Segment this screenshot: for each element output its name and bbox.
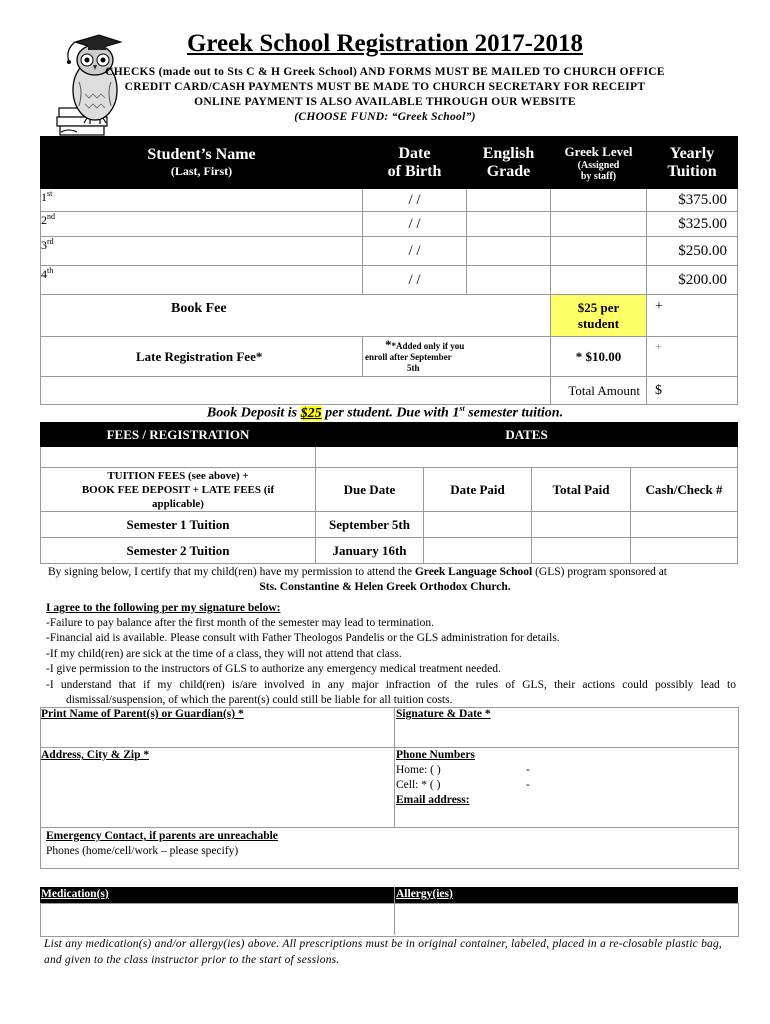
semester-2-total-paid[interactable]	[532, 538, 631, 564]
semester-1-due-date: September 5th	[316, 512, 424, 538]
fees-desc-2: BOOK FEE DEPOSIT + LATE FEES (if	[81, 483, 275, 496]
email-field[interactable]: Email address:	[396, 794, 470, 806]
header-line-2: CREDIT CARD/CASH PAYMENTS MUST BE MADE TO CHURCH SECRETARY FOR RECEIPT	[124, 81, 646, 93]
semester-1-check[interactable]	[631, 512, 738, 538]
agree-heading: I agree to the following per my signature below:	[46, 602, 281, 614]
semester-1-total-paid[interactable]	[532, 512, 631, 538]
semester-2-label: Semester 2 Tuition	[41, 538, 316, 564]
late-fee-label: Late Registration Fee*	[41, 337, 363, 377]
student-table	[40, 136, 738, 405]
student-name-cell[interactable]: 2nd	[41, 212, 363, 237]
col-date-paid: Date Paid	[424, 468, 532, 512]
col-total-paid: Total Paid	[532, 468, 631, 512]
total-row	[41, 377, 738, 405]
dob-cell[interactable]: / /	[363, 212, 467, 237]
church-name: Sts. Constantine & Helen Greek Orthodox Church.	[259, 581, 511, 593]
semester-1-date-paid[interactable]	[424, 512, 532, 538]
level-cell	[551, 212, 647, 237]
col-cash-check: Cash/Check #	[631, 468, 738, 512]
student-name-cell[interactable]: 3rd	[41, 237, 363, 266]
page-title: Greek School Registration 2017-2018	[186, 30, 584, 57]
tuition-cell: $200.00	[647, 266, 738, 295]
semester-2-date-paid[interactable]	[424, 538, 532, 564]
fees-desc-1: TUITION FEES (see above) +	[107, 469, 249, 482]
col-due-date: Due Date	[316, 468, 424, 512]
col-level-sub-1: (Assigned	[577, 159, 620, 171]
cell-phone-field[interactable]: Cell: * ( )	[396, 779, 441, 791]
level-cell	[551, 266, 647, 295]
late-fee-note-2: enroll after September	[365, 352, 452, 362]
dob-cell[interactable]: / /	[363, 189, 467, 212]
allergy-label: Allergy(ies)	[396, 888, 453, 900]
medication-field[interactable]	[41, 904, 394, 935]
semester-2-due-date: January 16th	[316, 538, 424, 564]
agree-item: -Financial aid is available. Please consult with Father Theologos Pandelis or the GLS administration for details.	[46, 632, 560, 644]
signature-field[interactable]: Signature & Date *	[396, 708, 491, 720]
level-cell	[551, 237, 647, 266]
footer-note: List any medication(s) and/or allergy(ies) above. All prescriptions must be in original container, labeled, placed in a re-closable plastic bag, and given to the class instructor prior to the start of sessions.	[44, 938, 722, 966]
dates-header: DATES	[316, 423, 738, 447]
student-row-3	[41, 237, 738, 266]
col-name-header: Student’s Name	[147, 146, 256, 163]
book-fee-row	[41, 295, 738, 337]
col-dob-header: Date	[398, 144, 431, 162]
agree-item: -Failure to pay balance after the first month of the semester may lead to termination.	[46, 617, 434, 629]
col-name-sub: (Last, First)	[170, 164, 233, 178]
agree-item: -I give permission to the instructors of GLS to authorize any emergency medical treatment needed.	[46, 663, 501, 675]
book-deposit-note: Book Deposit is $25 per student. Due with 1st semester tuition.	[206, 404, 564, 421]
total-amount-field[interactable]: $	[647, 377, 738, 405]
student-row-2	[41, 212, 738, 237]
emergency-contact-label: Emergency Contact, if parents are unreachable	[46, 830, 278, 842]
fees-table	[40, 422, 738, 564]
semester-1-label: Semester 1 Tuition	[41, 512, 316, 538]
late-fee-note-3: 5th	[407, 363, 420, 373]
col-tuition-header-2: Tuition	[667, 162, 717, 180]
tuition-cell: $325.00	[647, 212, 738, 237]
fees-header: FEES / REGISTRATION	[41, 423, 316, 447]
semester-2-row	[41, 538, 738, 564]
book-fee-value-2: student	[577, 315, 620, 331]
level-cell	[551, 189, 647, 212]
parent-name-field[interactable]: Print Name of Parent(s) or Guardian(s) *	[41, 708, 244, 720]
student-name-cell[interactable]: 4th	[41, 266, 363, 295]
cell-phone-dash: -	[526, 779, 530, 791]
col-grade-header-2: Grade	[486, 162, 531, 180]
student-row-4	[41, 266, 738, 295]
fees-desc-3: applicable)	[152, 497, 204, 510]
book-fee-label: Book Fee	[41, 295, 551, 337]
late-fee-note-1: *Added only if you	[391, 341, 465, 351]
total-label: Total Amount	[551, 377, 647, 405]
address-field[interactable]: Address, City & Zip *	[41, 749, 150, 761]
dob-cell[interactable]: / /	[363, 237, 467, 266]
header-line-4: (CHOOSE FUND: “Greek School”)	[294, 111, 476, 123]
dob-cell[interactable]: / /	[363, 266, 467, 295]
grade-cell[interactable]	[467, 189, 551, 212]
col-level-header: Greek Level	[564, 143, 633, 159]
header-line-1: CHECKS (made out to Sts C & H Greek School) AND FORMS MUST BE MAILED TO CHURCH OFFICE	[105, 66, 665, 78]
col-tuition-header: Yearly	[669, 144, 715, 162]
late-fee-value: * $10.00	[551, 337, 647, 377]
allergy-field[interactable]	[395, 904, 737, 935]
emergency-phones-field[interactable]: Phones (home/cell/work – please specify)	[46, 845, 239, 857]
plus-sign-2: +	[647, 337, 738, 377]
semester-2-check[interactable]	[631, 538, 738, 564]
header-line-3: ONLINE PAYMENT IS ALSO AVAILABLE THROUGH OUR WEBSITE	[194, 96, 576, 108]
tuition-cell: $250.00	[647, 237, 738, 266]
col-grade-header: English	[482, 144, 535, 162]
plus-sign: +	[647, 295, 738, 337]
grade-cell[interactable]	[467, 212, 551, 237]
home-phone-field[interactable]: Home: ( )	[396, 764, 441, 776]
student-row-1	[41, 189, 738, 212]
tuition-cell: $375.00	[647, 189, 738, 212]
book-fee-value: $25 per	[577, 299, 620, 315]
medication-label: Medication(s)	[41, 888, 109, 900]
phone-numbers-label: Phone Numbers	[396, 749, 475, 761]
agree-item-continued: dismissal/suspension, of which the parent(s) could still be liable for all tuition costs.	[66, 694, 453, 706]
certify-text: By signing below, I certify that my child(ren) have my permission to attend the Greek Language School (GLS) program sponsored at	[48, 566, 667, 578]
student-name-cell[interactable]: 1st	[41, 189, 363, 212]
grade-cell[interactable]	[467, 266, 551, 295]
semester-1-row	[41, 512, 738, 538]
col-level-sub-2: by staff)	[580, 170, 617, 182]
col-dob-header-2: of Birth	[387, 162, 442, 180]
home-phone-dash: -	[526, 764, 530, 776]
agree-item: -If my child(ren) are sick at the time of a class, they will not attend that class.	[46, 648, 402, 660]
grade-cell[interactable]	[467, 237, 551, 266]
agree-item: -I understand that if my child(ren) is/are involved in any major infraction of the rules of GLS, their actions could possibly lead to	[46, 679, 736, 691]
late-fee-row: Late Registration Fee* **Added only if you enroll after September 5th * $10.00 +	[41, 337, 738, 377]
